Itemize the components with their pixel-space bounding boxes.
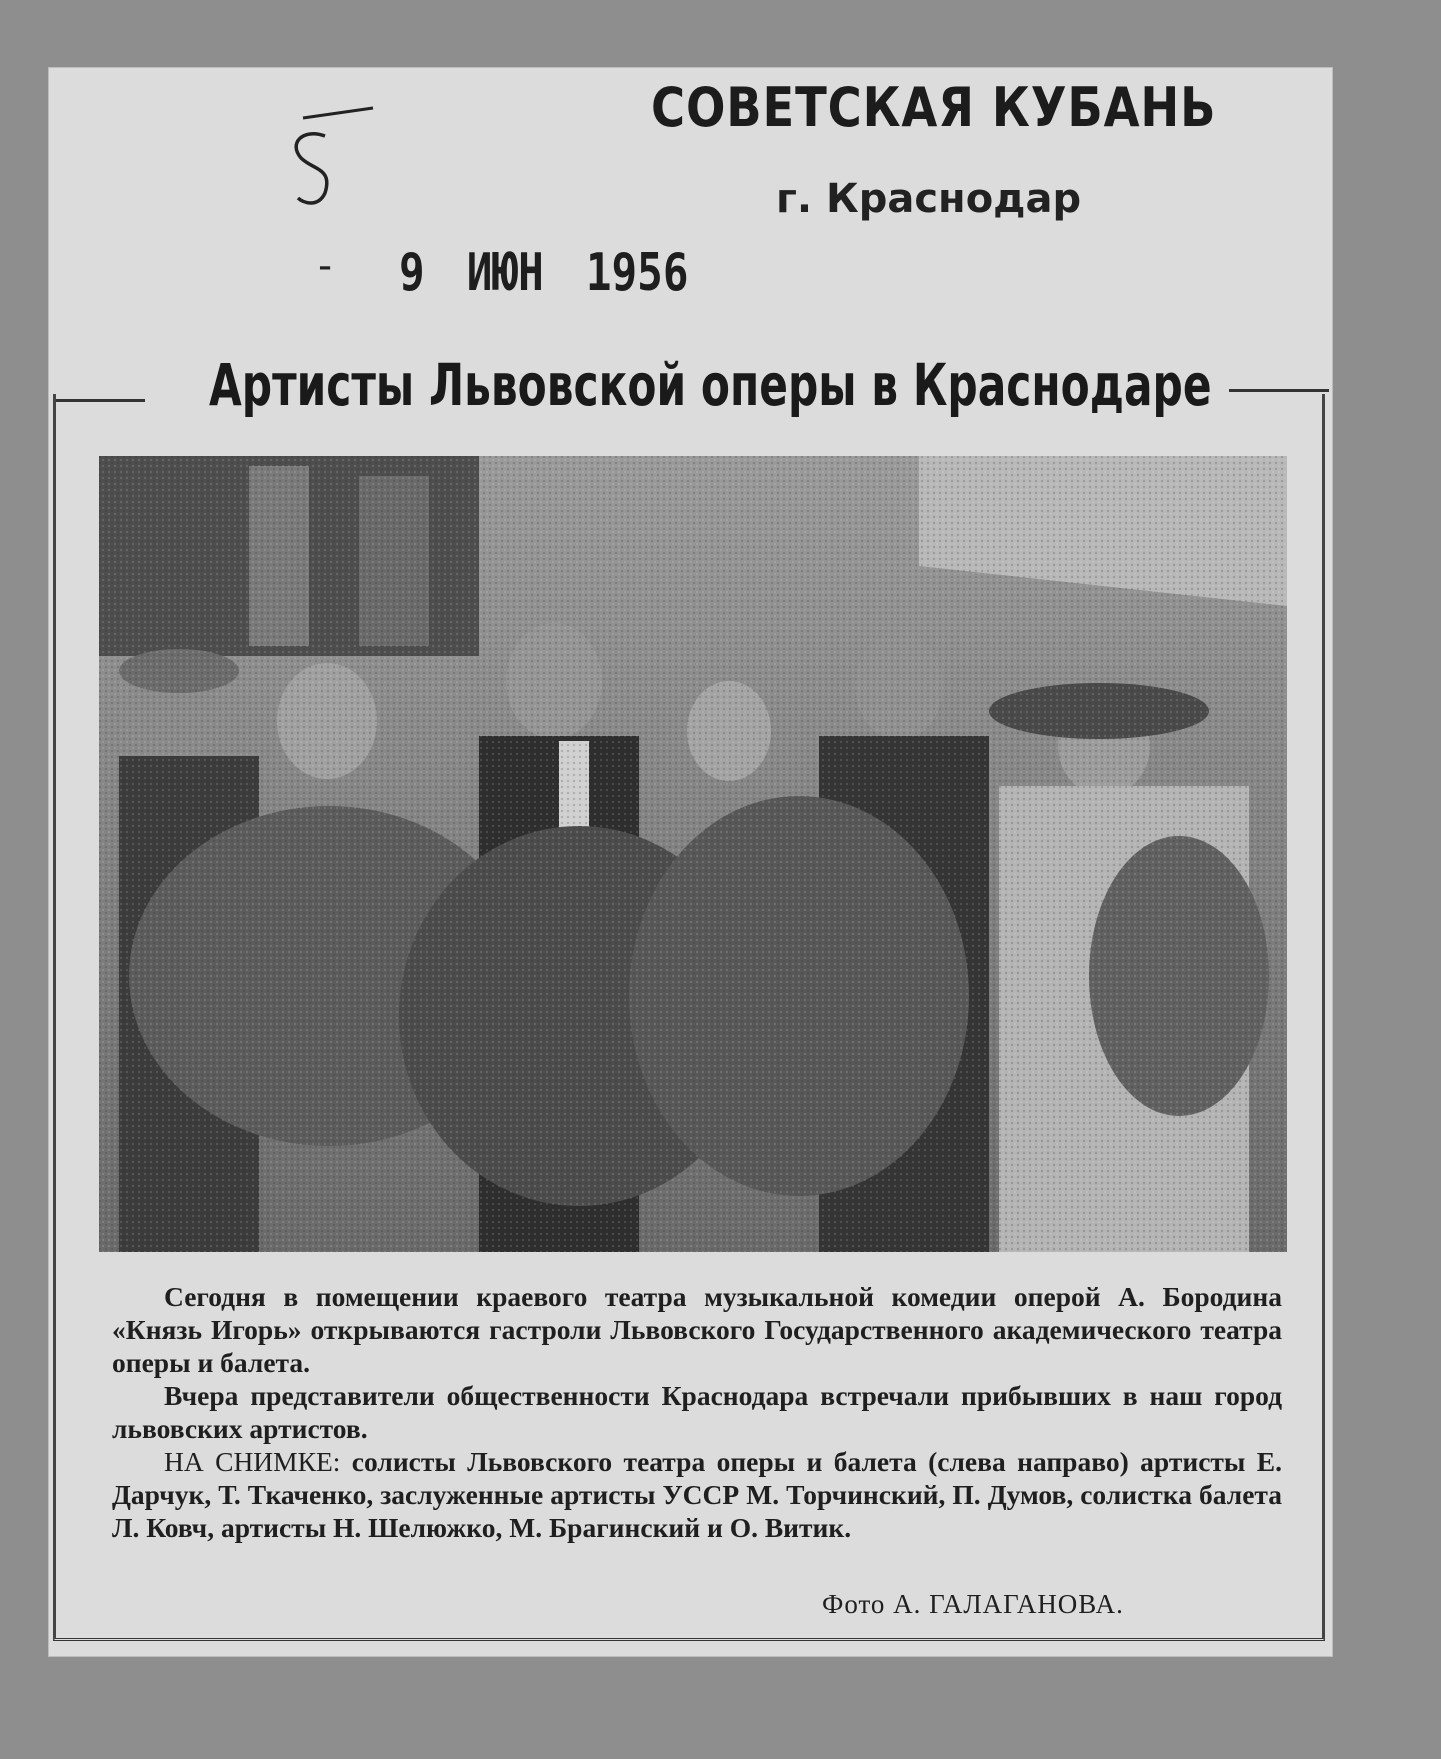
svg-text:5: 5	[263, 98, 264, 99]
caption-text: солисты Львовского театра оперы и балета (слева направо) артисты Е. Дарчук, Т. Ткаченко, заслуженные артисты УССР М. Торчинский, П. Думов, солистка балета Л. Ковч, артисты Н. Шелюжко, М. Брагинский и О. Витик.	[112, 1446, 1283, 1543]
date-stamp: 9 ИЮН 1956	[399, 243, 689, 303]
handwritten-mark	[263, 98, 383, 218]
group-photo-image	[99, 456, 1287, 1252]
caption-lead: НА СНИМКЕ:	[164, 1446, 341, 1477]
headline-rule-right	[1229, 389, 1329, 392]
stamp-dash: -	[313, 243, 338, 289]
paragraph-2: Вчера представители общественности Краснодара встречали прибывших в наш город львовских артистов.	[112, 1380, 1282, 1444]
city-line: г. Краснодар	[776, 176, 1082, 222]
article-text	[112, 1280, 1282, 1544]
headline: Артисты Львовской оперы в Краснодаре	[209, 351, 1212, 419]
photo-caption	[112, 1445, 1282, 1544]
photo-credit: Фото А. ГАЛАГАНОВА.	[822, 1589, 1124, 1619]
newspaper-name: СОВЕТСКАЯ КУБАНЬ	[651, 76, 1217, 139]
news-photo	[99, 456, 1287, 1252]
paragraph-1: Сегодня в помещении краевого театра музыкальной комедии оперой А. Бородина «Князь Игорь» открываются гастроли Львовского Государственного академического театра оперы и балета.	[112, 1281, 1282, 1378]
newspaper-clipping	[49, 68, 1332, 1656]
